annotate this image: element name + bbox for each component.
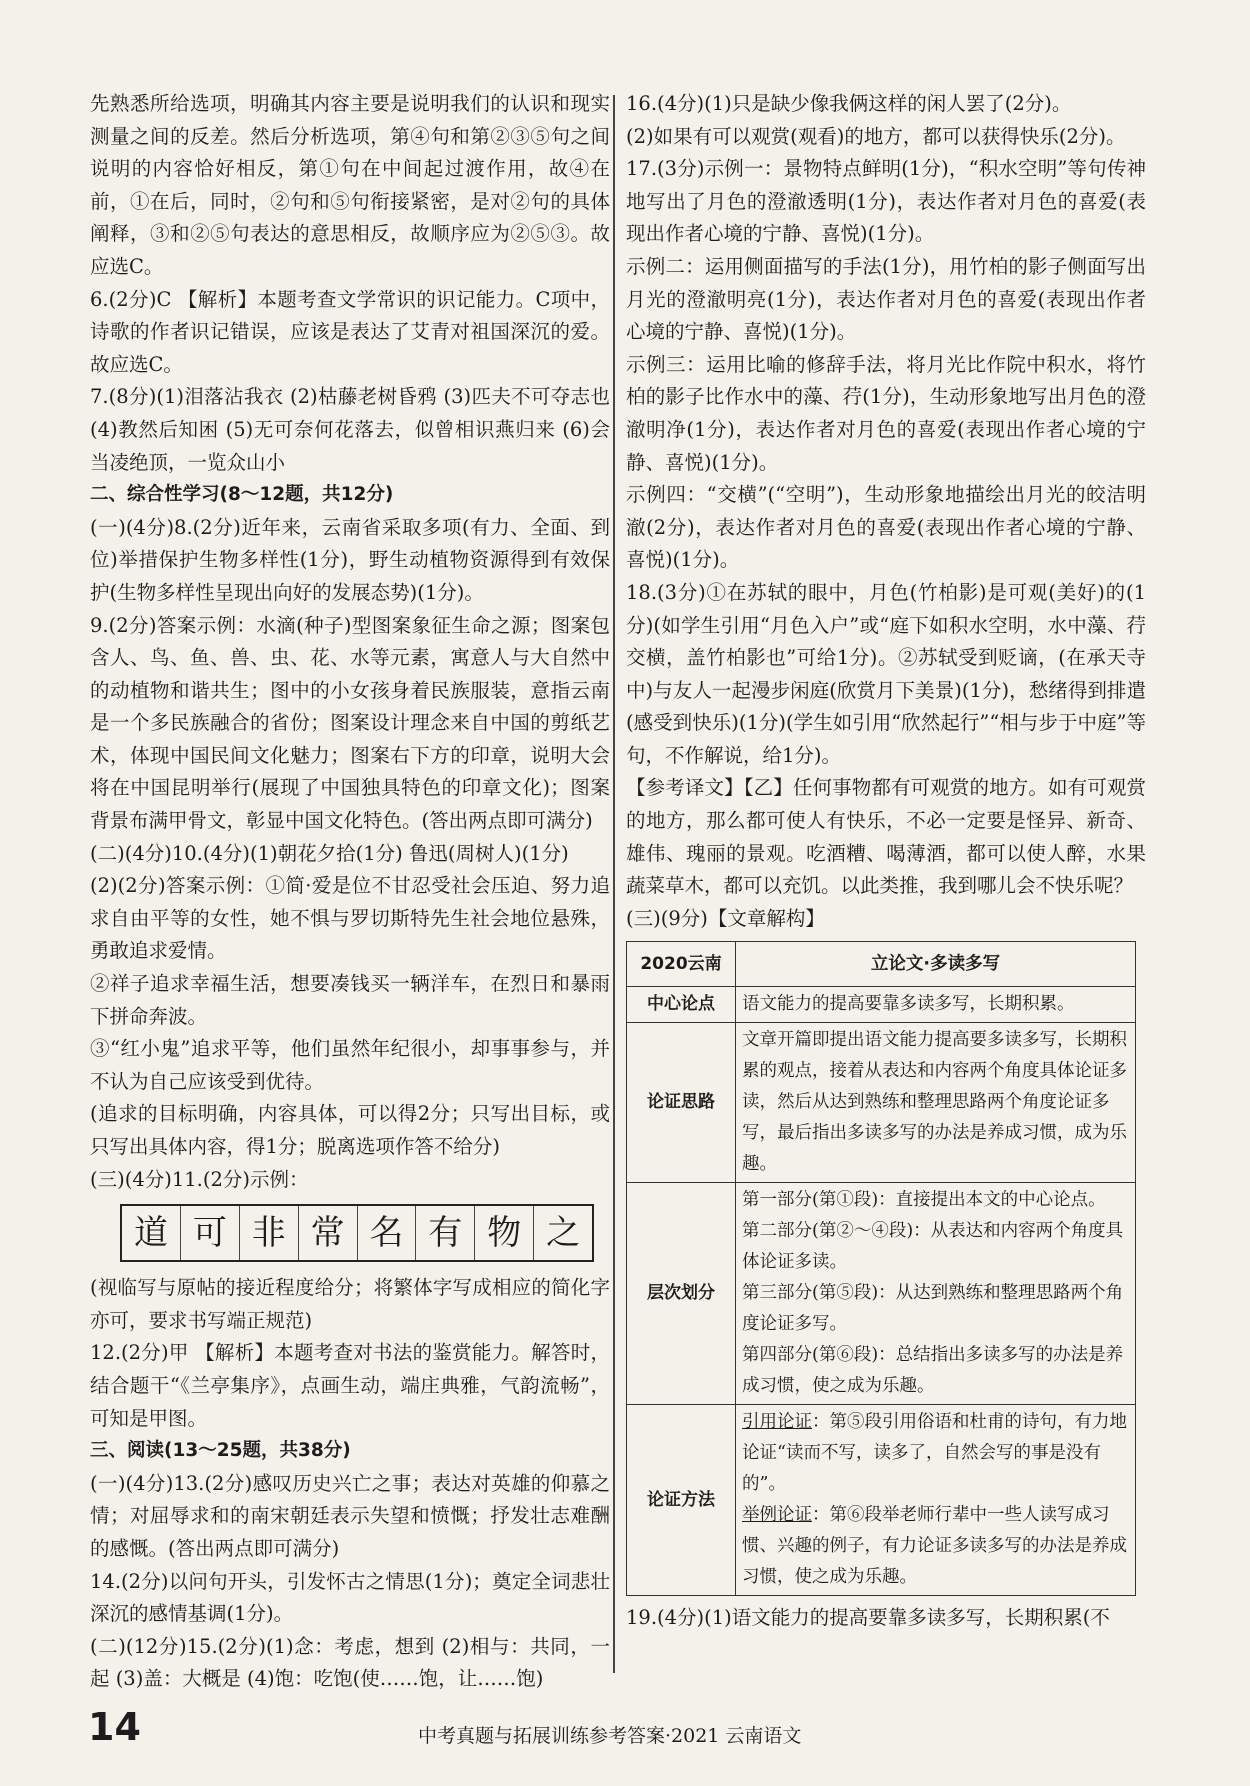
q6-answer: 6.(2分)C 【解析】本题考查文学常识的识记能力。C项中，诗歌的作者识记错误，应该是表达了艾青对祖国深沉的爱。故应选C。 (90, 287, 610, 376)
row-label-reasoning: 论证思路 (627, 1023, 736, 1183)
q10-part2: (2)(2分)答案示例：①简·爱是位不甘忍受社会压迫、努力追求自由平等的女性，她不惧与罗切斯特先生社会地位悬殊，勇敢追求爱情。 (90, 874, 610, 963)
q11-answer: (三)(4分)11.(2分)示例： (90, 1167, 309, 1191)
row-label-thesis: 中心论点 (627, 987, 736, 1023)
calligraphy-char: 常 (299, 1206, 358, 1260)
q13-answer: (一)(4分)13.(2分)感叹历史兴亡之事；表达对英雄的仰慕之情；对屈辱求和的南宋朝廷表示失望和愤慨；抒发壮志难酬的感慨。(答出两点即可满分) (90, 1471, 610, 1560)
q10-example2: ②祥子追求幸福生活，想要凑钱买一辆洋车，在烈日和暴雨下拼命奔波。 (90, 972, 610, 1028)
table-header-row (627, 942, 1136, 987)
method-example-text: ：第⑥段举老师行辈中一些人读写成习惯、兴趣的例子，有力论证多读多写的办法是养成习惯，使之成为乐趣。 (742, 1505, 1127, 1588)
q15-answer: (二)(12分)15.(2分)(1)念：考虑，想到 (2)相与：共同，一起 (3)盖：大概是 (4)饱：吃饱(使……饱，让……饱) (90, 1634, 610, 1691)
section-2-heading: 二、综合性学习(8～12题，共12分) (90, 484, 394, 506)
table-row (627, 987, 1136, 1023)
q5-analysis: 先熟悉所给选项，明确其内容主要是说明我们的认识和现实测量之间的反差。然后分析选项，第④句和第②③⑤句之间说明的内容恰好相反，第①句在中间起过渡作用，故④在前，①在后，同时，②句和⑤句衔接紧密，是对②句的具体阐释，③和②⑤句表达的意思相反，故顺序应为②⑤③。故应选C。 (90, 92, 610, 278)
page-number: 14 (88, 1705, 141, 1749)
q9-answer: 9.(2分)答案示例：水滴(种子)型图案象征生命之源；图案包含人、鸟、鱼、兽、虫、花、水等元素，寓意人与大自然中的动植物和谐共生；图中的小女孩身着民族服装，意指云南是一个多民族融合的省份；图案设计理念来自中国的剪纸艺术，体现中国民间文化魅力；图案右下方的印章，说明大会将在中国昆明举行(展现了中国独具特色的印章文化)；图案背景布满甲骨文，彰显中国文化特色。(答出两点即可满分) (90, 613, 610, 833)
q14-answer: 14.(2分)以问句开头，引发怀古之情思(1分)；奠定全词悲壮深沉的感情基调(1分)。 (90, 1569, 610, 1626)
structure-part2: 第二部分(第②～④段)：从表达和内容两个角度具体论证多读。 (742, 1221, 1124, 1273)
q7-answer: 7.(8分)(1)泪落沾我衣 (2)枯藤老树昏鸦 (3)匹夫不可夺志也 (4)教然后知困 (5)无可奈何花落去，似曾相识燕归来 (6)会当凌绝顶，一览众山小 (90, 385, 610, 474)
q17-example3: 示例三：运用比喻的修辞手法，将月光比作院中积水，将竹柏的影子比作水中的藻、荇(1分)，生动形象地写出月色的澄澈明净(1分)，表达作者对月色的喜爱(表现出作者心境的宁静、喜悦)(1分)。 (626, 352, 1146, 474)
table-header-title: 立论文·多读多写 (736, 942, 1136, 987)
method-quotation (742, 1407, 1129, 1500)
table-row (627, 1023, 1136, 1183)
table-header-year: 2020云南 (627, 942, 736, 987)
q19-answer: 19.(4分)(1)语文能力的提高要靠多读多写，长期积累(不 (626, 1606, 1110, 1630)
left-column (90, 88, 610, 1696)
method-quotation-key: 引用论证 (742, 1412, 812, 1433)
q17-example4: 示例四：“交横”(“空明”)，生动形象地描绘出月光的皎洁明澈(2分)，表达作者对月色的喜爱(表现出作者心境的宁静、喜悦)(1分)。 (626, 483, 1146, 572)
calligraphy-char: 可 (181, 1206, 240, 1260)
calligraphy-char: 有 (416, 1206, 475, 1260)
row-text-thesis: 语文能力的提高要靠多读多写，长期积累。 (736, 987, 1136, 1023)
article-structure-table (626, 941, 1136, 1596)
calligraphy-char: 名 (358, 1206, 417, 1260)
q10-part1: (二)(4分)10.(4分)(1)朝花夕拾(1分) 鲁迅(周树人)(1分) (90, 841, 569, 865)
calligraphy-char: 非 (240, 1206, 299, 1260)
method-example-key: 举例论证 (742, 1505, 812, 1526)
q10-example3: ③“红小鬼”追求平等，他们虽然年纪很小，却事事参与，并不认为自己应该受到优待。 (90, 1037, 610, 1093)
table-row (627, 1183, 1136, 1405)
q11-scoring-note: (视临写与原帖的接近程度给分；将繁体字写成相应的简化字亦可，要求书写端正规范) (90, 1276, 610, 1332)
q16-part2: (2)如果有可以观赏(观看)的地方，都可以获得快乐(2分)。 (626, 124, 1126, 148)
row-text-reasoning: 文章开篇即提出语文能力提高要多读多写，长期积累的观点，接着从表达和内容两个角度具体论证多读，然后从达到熟练和整理思路两个角度论证多写，最后指出多读多写的办法是养成习惯，成为乐趣。 (736, 1023, 1136, 1183)
q10-scoring-note: (追求的目标明确，内容具体，可以得2分；只写出目标，或只写出具体内容，得1分；脱离选项作答不给分) (90, 1102, 610, 1158)
calligraphy-char: 物 (475, 1206, 534, 1260)
q12-answer: 12.(2分)甲 【解析】本题考查对书法的鉴赏能力。解答时，结合题干“《兰亭集序》，点画生动，端庄典雅，气韵流畅”，可知是甲图。 (90, 1341, 610, 1430)
section-3-heading: 三、阅读(13～25题，共38分) (90, 1440, 351, 1462)
q16-part1: 16.(4分)(1)只是缺少像我俩这样的闲人罢了(2分)。 (626, 92, 1072, 115)
row-text-methods (736, 1405, 1136, 1596)
reference-translation: 【参考译文】【乙】任何事物都有可观赏的地方。如有可观赏的地方，那么都可使人有快乐，不必一定要是怪异、新奇、雄伟、瑰丽的景观。吃酒糟、喝薄酒，都可以使人醉，水果蔬菜草木，都可以充饥。以此类推，我到哪儿会不快乐呢？ (626, 776, 1146, 898)
q17-example2: 示例二：运用侧面描写的手法(1分)，用竹柏的影子侧面写出月光的澄澈明亮(1分)，表达作者对月色的喜爱(表现出作者心境的宁静、喜悦)(1分)。 (626, 254, 1146, 344)
calligraphy-grid (120, 1204, 594, 1262)
footer-title: 中考真题与拓展训练参考答案·2021 云南语文 (418, 1725, 802, 1747)
method-example (742, 1500, 1129, 1593)
section-3c-heading: (三)(9分)【文章解构】 (626, 906, 825, 930)
row-text-structure (736, 1183, 1136, 1405)
q17-example1: 17.(3分)示例一：景物特点鲜明(1分)，“积水空明”等句传神地写出了月色的澄澈透明(1分)，表达作者对月色的喜爱(表现出作者心境的宁静、喜悦)(1分)。 (626, 157, 1146, 246)
table-row (627, 1405, 1136, 1596)
row-label-methods: 论证方法 (627, 1405, 736, 1596)
row-label-structure: 层次划分 (627, 1183, 736, 1405)
calligraphy-char: 之 (546, 1212, 581, 1253)
structure-part4: 第四部分(第⑥段)：总结指出多读多写的办法是养成习惯，使之成为乐趣。 (742, 1345, 1124, 1397)
column-divider (613, 95, 615, 1673)
page-footer (88, 1705, 1168, 1757)
q8-answer: (一)(4分)8.(2分)近年来，云南省采取多项(有力、全面、到位)举措保护生物多样性(1分)，野生动植物资源得到有效保护(生物多样性呈现出向好的发展态势)(1分)。 (90, 515, 610, 604)
method-quotation-text: ：第⑤段引用俗语和杜甫的诗句，有力地论证“读而不写，读多了，自然会写的事是没有的”。 (742, 1412, 1127, 1495)
structure-part3: 第三部分(第⑤段)：从达到熟练和整理思路两个角度论证多写。 (742, 1283, 1124, 1335)
calligraphy-char: 道 (122, 1206, 181, 1260)
structure-part1: 第一部分(第①段)：直接提出本文的中心论点。 (742, 1190, 1106, 1211)
q18-answer: 18.(3分)①在苏轼的眼中，月色(竹柏影)是可观(美好)的(1分)(如学生引用“月色入户”或“庭下如积水空明，水中藻、荇交横，盖竹柏影也”可给1分)。②苏轼受到贬谪，(在承天寺中)与友人一起漫步闲庭(欣赏月下美景)(1分)，愁绪得到排遣(感受到快乐)(1分)(学生如引用“欣然起行”“相与步于中庭”等句，不作解说，给1分)。 (626, 580, 1146, 767)
right-column (626, 88, 1146, 1635)
